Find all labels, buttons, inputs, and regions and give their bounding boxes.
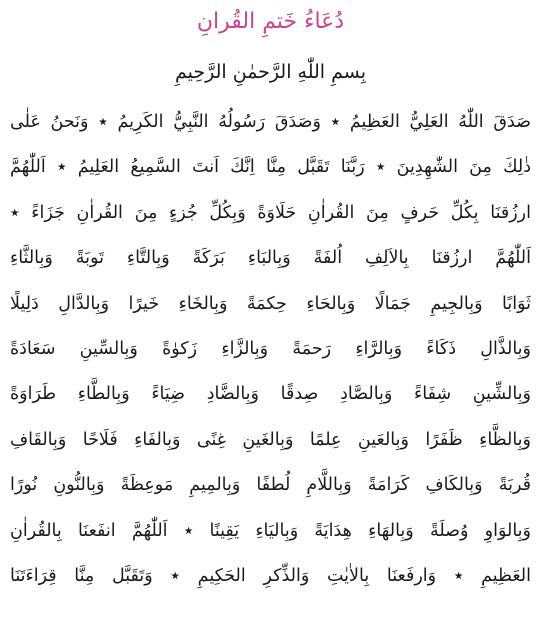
prayer-line-7: وَبِالشِّينِ شِفَاءً وَبِالصَّادِ صِدقًا وَبِالضَّادِ ضِيَاءً وَبِالطَّاءِ طَرَاوَةً — [10, 384, 531, 405]
prayer-line-10: وَبِالوَاوِ وُصلَةً وَبِالهَاءِ هِدَايَةً وَبِاليَاءِ يَقِينًا ٭ اَللّٰهُمَّ انفَعنَا بِالقُراٰنِ — [10, 520, 531, 541]
basmala-line: بِسمِ اللّٰهِ الرَّحمٰنِ الرَّحِيمِ — [175, 61, 366, 83]
prayer-line-9: قُربَةً وَبِالكَافِ كَرَامَةً وَبِاللَّامِ لُطفًا وَبِالمِيمِ مَوعِظَةً وَبِالنُّونِ نُورًا — [10, 475, 531, 496]
prayer-line-11: العَظِيمِ ٭ وَارفَعنَا بِالاٰيٰتِ وَالذِّكرِ الحَكِيمِ ٭ وَتَقَبَّل مِنَّا قِرَاءَتَنَا — [10, 565, 531, 586]
prayer-line-5: ثَوَابًا وَبِالجِيمِ جَمَالًا وَبِالحَاءِ حِكمَةً وَبِالخَاءِ خَيرًا وَبِالدَّالِ دَلِيلًا — [10, 293, 531, 314]
prayer-line-4: اَللّٰهُمَّ ارزُقنَا بِالاَلِفِ اُلفَةً وَبِالبَاءِ بَرَكَةً وَبِالتَّاءِ تَوبَةً وَبِالثَّاءِ — [10, 248, 531, 269]
prayer-title: دُعَاءُ خَتمِ القُرانِ — [196, 9, 345, 34]
prayer-line-1: صَدَقَ اللّٰهُ العَلِيُّ العَظِيمُ ٭ وَصَدَقَ رَسُولُهُ النَّبِيُّ الكَرِيمُ ٭ وَنَحنُ عَلٰى — [10, 112, 531, 132]
prayer-line-8: وَبِالظَّاءِ ظَفَرًا وَبِالعَينِ عِلمًا وَبِالغَينِ غِنًى وَبِالفَاءِ فَلَاحًا وَبِالقَافِ — [10, 429, 531, 450]
prayer-body — [10, 100, 531, 599]
prayer-line-6: وَبِالذَّالِ ذَكَاءً وَبِالرَّاءِ رَحمَةً وَبِالزَّاءِ زَكوٰةً وَبِالسِّينِ سَعَادَةً — [10, 338, 531, 359]
prayer-line-3: ارزُقنَا بِكُلِّ حَرفٍ مِنَ القُراٰنِ حَلَاوَةً وَبِكُلِّ جُزءٍ مِنَ القُراٰنِ جَزَاءً ٭ — [10, 202, 531, 223]
prayer-line-2: ذٰلِكَ مِنَ الشّٰهِدِينَ ٭ رَبَّنَا تَقَبَّل مِنَّا اِنَّكَ اَنتَ السَّمِيعُ العَلِيمُ ٭ اَللّٰهُمَّ — [10, 157, 531, 178]
